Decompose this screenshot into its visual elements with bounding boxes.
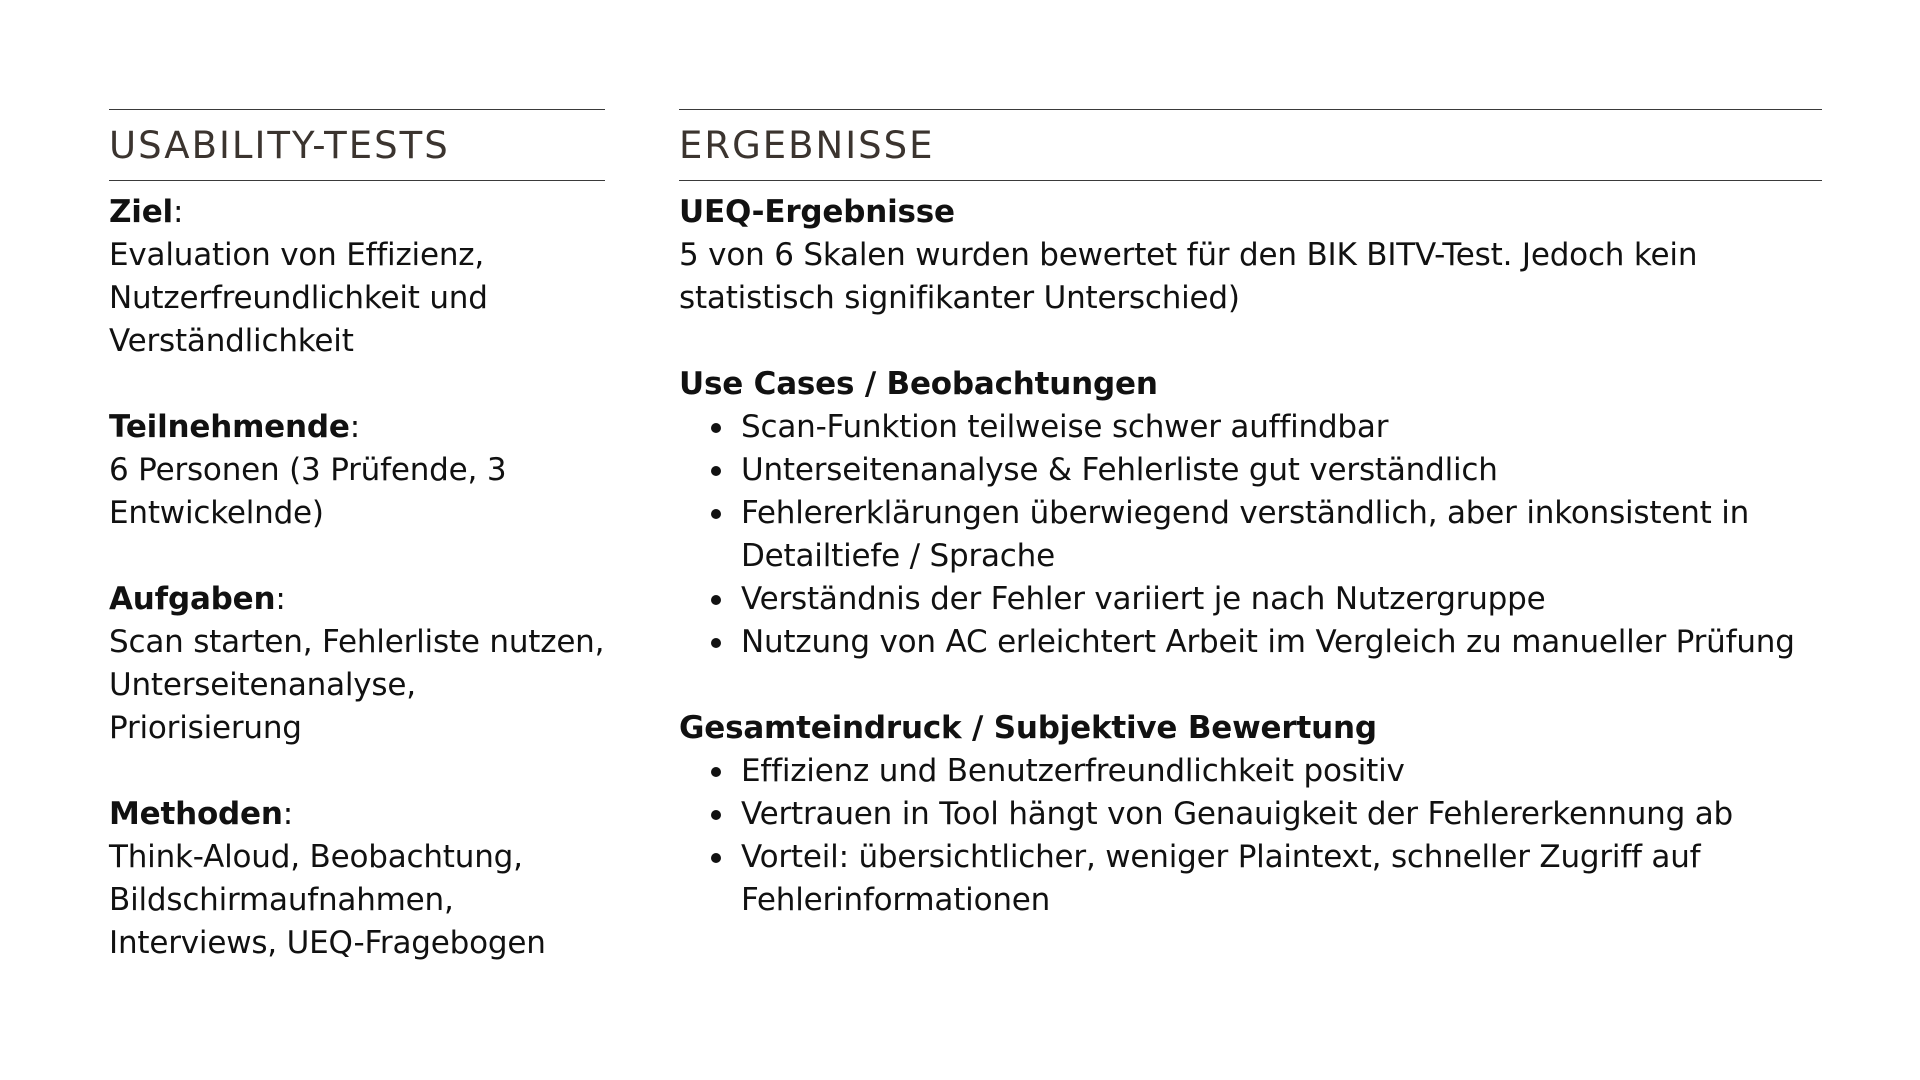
results-column	[679, 109, 1822, 965]
results-heading: ERGEBNISSE	[679, 109, 1822, 181]
tasks-text: Scan starten, Fehlerliste nutzen, Unterseitenanalyse, Priorisierung	[109, 624, 605, 746]
use-cases-list	[679, 406, 1822, 664]
goal-title: Ziel:	[109, 194, 184, 230]
overall-impression-title: Gesamteindruck / Subjektive Bewertung	[679, 710, 1377, 746]
overall-impression-block	[679, 707, 1822, 922]
ueq-results-text: 5 von 6 Skalen wurden bewertet für den BIK BITV-Test. Jedoch kein statistisch signifikanter Unterschied)	[679, 237, 1698, 316]
list-item: Verständnis der Fehler variiert je nach Nutzergruppe	[741, 578, 1822, 621]
goal-block	[109, 191, 605, 363]
participants-text: 6 Personen (3 Prüfende, 3 Entwickelnde)	[109, 452, 507, 531]
ueq-results-block	[679, 191, 1822, 320]
list-item: Nutzung von AC erleichtert Arbeit im Vergleich zu manueller Prüfung	[741, 621, 1822, 664]
overall-impression-list	[679, 750, 1822, 922]
use-cases-title: Use Cases / Beobachtungen	[679, 366, 1158, 402]
participants-title: Teilnehmende:	[109, 409, 360, 445]
tasks-title: Aufgaben:	[109, 581, 286, 617]
ueq-results-title: UEQ-Ergebnisse	[679, 194, 955, 230]
list-item: Vertrauen in Tool hängt von Genauigkeit der Fehlererkennung ab	[741, 793, 1822, 836]
participants-block	[109, 406, 605, 535]
usability-tests-heading: USABILITY-TESTS	[109, 109, 605, 181]
list-item: Vorteil: übersichtlicher, weniger Plaintext, schneller Zugriff auf Fehlerinformationen	[741, 836, 1822, 922]
list-item: Effizienz und Benutzerfreundlichkeit positiv	[741, 750, 1822, 793]
list-item: Fehlererklärungen überwiegend verständlich, aber inkonsistent in Detailtiefe / Sprache	[741, 492, 1822, 578]
usability-tests-column	[109, 109, 605, 1008]
tasks-block	[109, 578, 605, 750]
methods-title: Methoden:	[109, 796, 293, 832]
methods-text: Think-Aloud, Beobachtung, Bildschirmaufnahmen, Interviews, UEQ-Fragebogen	[109, 839, 546, 961]
list-item: Scan-Funktion teilweise schwer auffindbar	[741, 406, 1822, 449]
use-cases-block	[679, 363, 1822, 664]
list-item: Unterseitenanalyse & Fehlerliste gut verständlich	[741, 449, 1822, 492]
goal-text: Evaluation von Effizienz, Nutzerfreundlichkeit und Verständlichkeit	[109, 237, 488, 359]
methods-block	[109, 793, 605, 965]
